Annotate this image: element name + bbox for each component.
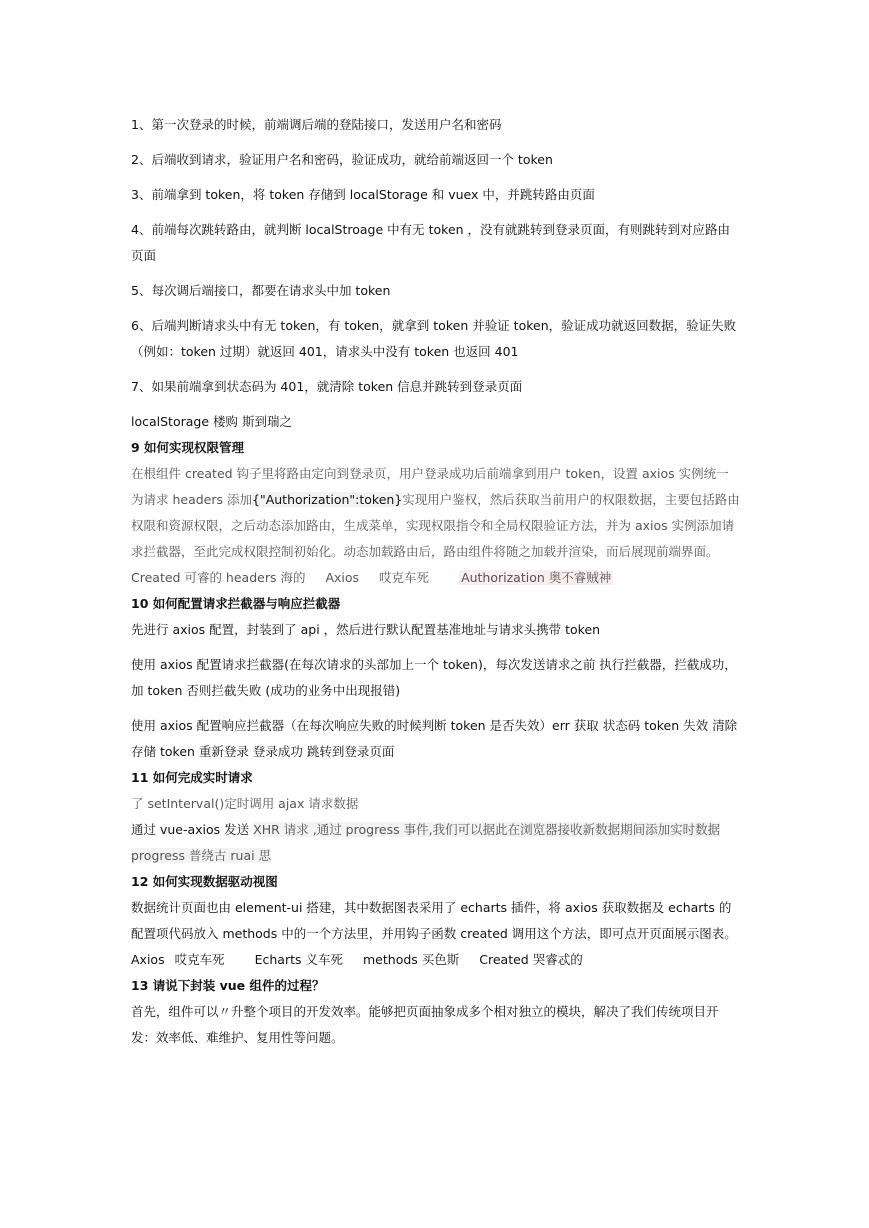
section-heading: 9 如何实现权限管理 [131,440,245,455]
list-item: 4、前端每次跳转路由，就判断 localStroage 中有无 token ，没有就跳转到登录页面，有则跳转到对应路由页面 [131,222,731,263]
list-item: 7、如果前端拿到状态码为 401，就清除 token 信息并跳转到登录页面 [131,379,523,394]
section-body: 首先，组件可以〃升整个项目的开发效率。能够把页面抽象成多个相对独立的模块，解决了我们传统项目开 发：效率低、难维护、复用性等问题。 [131,1004,719,1045]
list-item: 6、后端判断请求头中有无 token，有 token，就拿到 token 并验证 token，验证成功就返回数据，验证失败（例如：token 过期）就返回 401，请求头中没有 token 也返回 401 [131,318,737,359]
note-text: Axios [325,570,360,585]
note-text: 哎克车死 [174,952,225,967]
note-text: Created 可睿的 headers 海的 [131,570,306,585]
section-body [131,817,741,843]
pronunciation-note [131,565,741,591]
note-text: Axios [131,952,165,967]
highlighted-text: progress 普绕古 ruai 思 [131,848,272,863]
section-body: 了 setInterval()定时调用 ajax 请求数据 [131,796,359,811]
highlighted-note: Authorization 奥不睿贼神 [461,570,612,585]
list-item: 1、第一次登录的时候，前端调后端的登陆接口，发送用户名和密码 [131,117,502,132]
section-body: 使用 axios 配置响应拦截器（在每次响应失败的时候判断 token 是否失效）err 获取 状态码 token 失效 清除存储 token 重新登录 登录成功 跳转到登录页面 [131,718,738,759]
note-text: Echarts 义车死 [254,952,343,967]
note-text: 哎克车死 [379,570,430,585]
pronunciation-note: localStorage 楼购 斯到瑞之 [131,414,292,429]
section-body [131,461,741,565]
list-item: 5、每次调后端接口，都要在请求头中加 token [131,283,391,298]
section-heading: 10 如何配置请求拦截器与响应拦截器 [131,596,341,611]
document-content [131,112,741,1051]
body-text: 通过 vue-axios 发送 [131,822,254,837]
list-item: 2、后端收到请求，验证用户名和密码，验证成功，就给前端返回一个 token [131,152,553,167]
section-heading: 13 请说下封装 vue 组件的过程？ [131,978,325,993]
body-text: 在根组件 created 钩子里将路由定向到登录页，用户登录成功后前端拿到用户 token，设置 axios 实例统一为请求 headers 添加 [131,466,729,507]
note-text: methods 买色斯 [363,952,460,967]
section-body: 使用 axios 配置请求拦截器(在每次请求的头部加上一个 token)，每次发送请求之前 执行拦截器，拦截成功，加 token 否则拦截失败 (成功的业务中出现报错) [131,657,737,698]
body-text: 实现用户鉴权，然后获取当前用户的权限数据，主要包括路由权限和资源权限，之后动态添加路由，生成菜单，实现权限指令和全局权限验证方法，并为 axios 实例添加请求拦截器，至此完成权限控制初始化。动态加载路由后，路由组件将随之加载并渲染，而后展现前端界面。 [131,492,740,559]
section-body: 先进行 axios 配置，封装到了 api ，然后进行默认配置基准地址与请求头携带 token [131,622,601,637]
body-text: 数据统计页面也由 element-ui 搭建，其中数据图表采用了 echarts 插件，将 axios 获取数据及 echarts 的配置项代码放入 methods 中的一个方法里，并用钩子函数 created 调用这个方法，即可点开页面展示图表。 [131,900,737,941]
section-body [131,895,741,973]
section-heading: 11 如何完成实时请求 [131,770,253,785]
highlighted-code: {"Authorization":token} [252,492,403,507]
section-heading: 12 如何实现数据驱动视图 [131,874,278,889]
highlighted-text: XHR 请求 ,通过 progress 事件,我们可以据此在浏览器接收新数据期间添加实时数据 [253,822,721,837]
list-item: 3、前端拿到 token，将 token 存储到 localStorage 和 vuex 中，并跳转路由页面 [131,187,595,202]
pronunciation-note [131,843,741,869]
note-text: Created 哭睿忒的 [479,952,583,967]
